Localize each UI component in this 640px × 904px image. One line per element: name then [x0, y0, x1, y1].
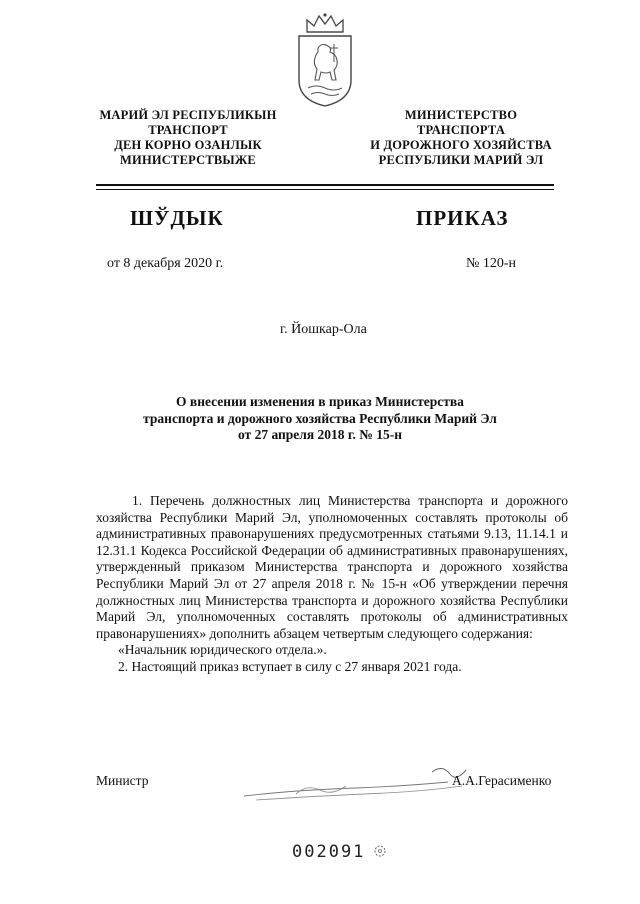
- header-left-line: ТРАНСПОРТ: [148, 123, 228, 137]
- header-left-mari: [80, 108, 296, 168]
- header-divider-top: [96, 184, 554, 186]
- order-date: от 8 декабря 2020 г.: [107, 256, 224, 271]
- doc-type-mari: ШЎДЫК: [130, 206, 224, 230]
- header-right-line: И ДОРОЖНОГО ХОЗЯЙСТВА: [370, 138, 552, 152]
- title-line: от 27 апреля 2018 г. № 15-н: [237, 427, 402, 442]
- title-line: О внесении изменения в приказ Министерства: [176, 394, 464, 409]
- header-left-line: МАРИЙ ЭЛ РЕСПУБЛИКЫН: [99, 108, 277, 122]
- title-line: транспорта и дорожного хозяйства Республики Марий Эл: [143, 410, 497, 426]
- header-right-russian: [352, 108, 570, 168]
- body-paragraph-1: 1. Перечень должностных лиц Министерства транспорта и дорожного хозяйства Республики Марий Эл, уполномоченных составлять протоколы об административных правонарушениях предусмотренных статьями 9.13, 11.14.1 и 12.31.1 Кодекса Российской Федерации об административных правонарушениях, утвержденный приказом Министерства транспорта и дорожного хозяйства Республики Марий Эл от 27 апреля 2018 г. № 15-н «Об утверждении перечня должностных лиц Министерства транспорта и дорожного хозяйства Республики Марий Эл, уполномоченных составлять протоколы об административных правонарушениях» дополнить абзацем четвертым следующего содержания:: [96, 493, 568, 641]
- coat-of-arms-emblem: [294, 10, 356, 108]
- header-right-line: РЕСПУБЛИКИ МАРИЙ ЭЛ: [378, 153, 544, 167]
- order-number: № 120-н: [466, 256, 517, 271]
- signer-name: А.А.Герасименко: [452, 773, 552, 788]
- body-paragraph-quote: «Начальник юридического отдела.».: [118, 642, 327, 658]
- header-right-line: ТРАНСПОРТА: [416, 123, 506, 137]
- header-left-line: ДЕН КОРНО ОЗАНЛЫК: [114, 138, 262, 152]
- stamp-mark-icon: [372, 843, 388, 859]
- document-serial-number: 002091: [292, 842, 366, 862]
- doc-type-russian: ПРИКАЗ: [416, 206, 509, 230]
- order-title: [60, 394, 580, 444]
- header-left-line: МИНИСТЕРСТВЫЖЕ: [120, 153, 256, 167]
- handwritten-signature: [236, 760, 476, 810]
- header-divider-bottom: [96, 189, 554, 190]
- signer-position: Министр: [96, 773, 149, 788]
- order-body: [96, 493, 568, 676]
- header-right-line: МИНИСТЕРСТВО: [404, 108, 518, 122]
- city: г. Йошкар-Ола: [280, 322, 367, 337]
- body-paragraph-2: 2. Настоящий приказ вступает в силу с 27 января 2021 года.: [118, 658, 462, 674]
